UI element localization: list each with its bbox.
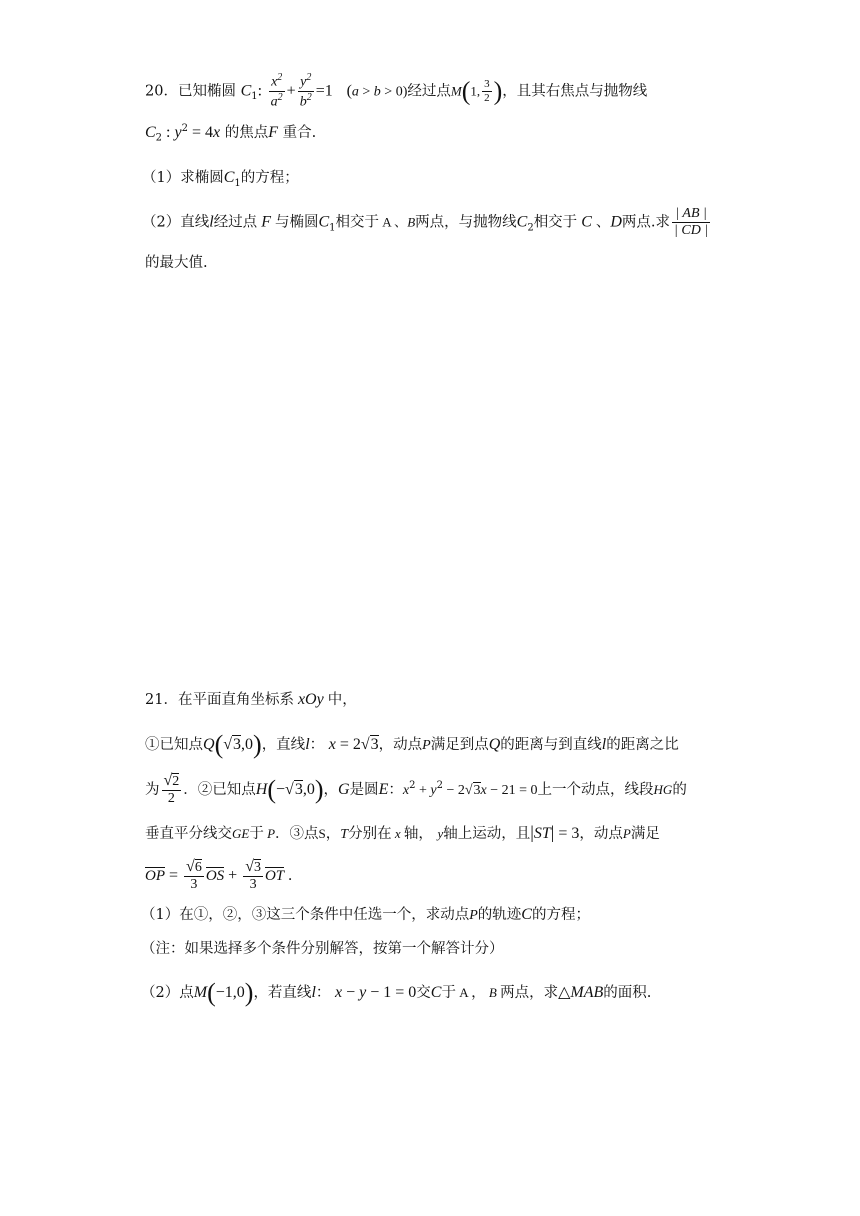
q20-part-1: （1）求椭圆$C_1$的方程； — [142, 169, 299, 189]
ab-over-cd: $\frac{| AB |}{| CD |}$ — [674, 206, 709, 239]
q20-part-2-end: 的最大值. — [145, 255, 208, 271]
q21-condition-2: 为 $\frac{√2}{2}$ ．②已知点H(−√3,0)，G是圆E：$x^2 + y^2 - 2√3x - 21 = 0$上一个动点，线段HG的 — [145, 772, 687, 807]
q20-line-1: 20．已知椭圆 $C_1$: $\frac{x^2}{a^2}$ + $\frac{y^2}{b^2}$ =1 (a > b > 0)经过点M(1, $\frac{3}{2}$ )，且其右焦点与抛物线 — [145, 72, 648, 110]
q21-note: （注：如果选择多个条件分别解答，按第一个解答计分） — [141, 941, 504, 957]
x2-over-a2: $\frac{x^2}{a^2}$ — [270, 72, 283, 110]
q20-number: 20． — [145, 83, 178, 100]
q20-line-2: $C_2$ : $y^2 = 4x$ 的焦点F 重合. — [145, 123, 317, 144]
q21-part-2: （2）点M(−1,0)，若直线l： x − y − 1 = 0交C于 A ， B 两点，求△MAB的面积. — [141, 978, 652, 1007]
q21-condition-1: ①已知点Q(√3,0)，直线l： x = 2√3，动点P满足到点Q的距离与到直线l的距离之比 — [145, 730, 679, 759]
q21-condition-3: 垂直平分线交GE于 P．③点S，T分别在 x 轴， y轴上运动，且|ST| = 3，动点P满足 — [145, 822, 660, 842]
q21-vector-eq: OP = $\frac{√6}{3}$ OS + $\frac{√3}{3}$ OT . — [145, 858, 293, 893]
y2-over-b2: $\frac{y^2}{b^2}$ — [299, 72, 312, 110]
q21-part-1: （1）在①，②，③这三个条件中任选一个，求动点P的轨迹C的方程； — [141, 906, 590, 923]
q21-number: 21． — [145, 692, 178, 708]
q21-line-1: 21．在平面直角坐标系 xOy 中， — [145, 691, 357, 708]
q20-part-2: （2）直线l经过点 F 与椭圆$C_1$相交于 A 、B两点，与抛物线$C_2$相交于 C 、D两点.求 $\frac{| AB |}{| CD |}$ — [142, 206, 709, 239]
